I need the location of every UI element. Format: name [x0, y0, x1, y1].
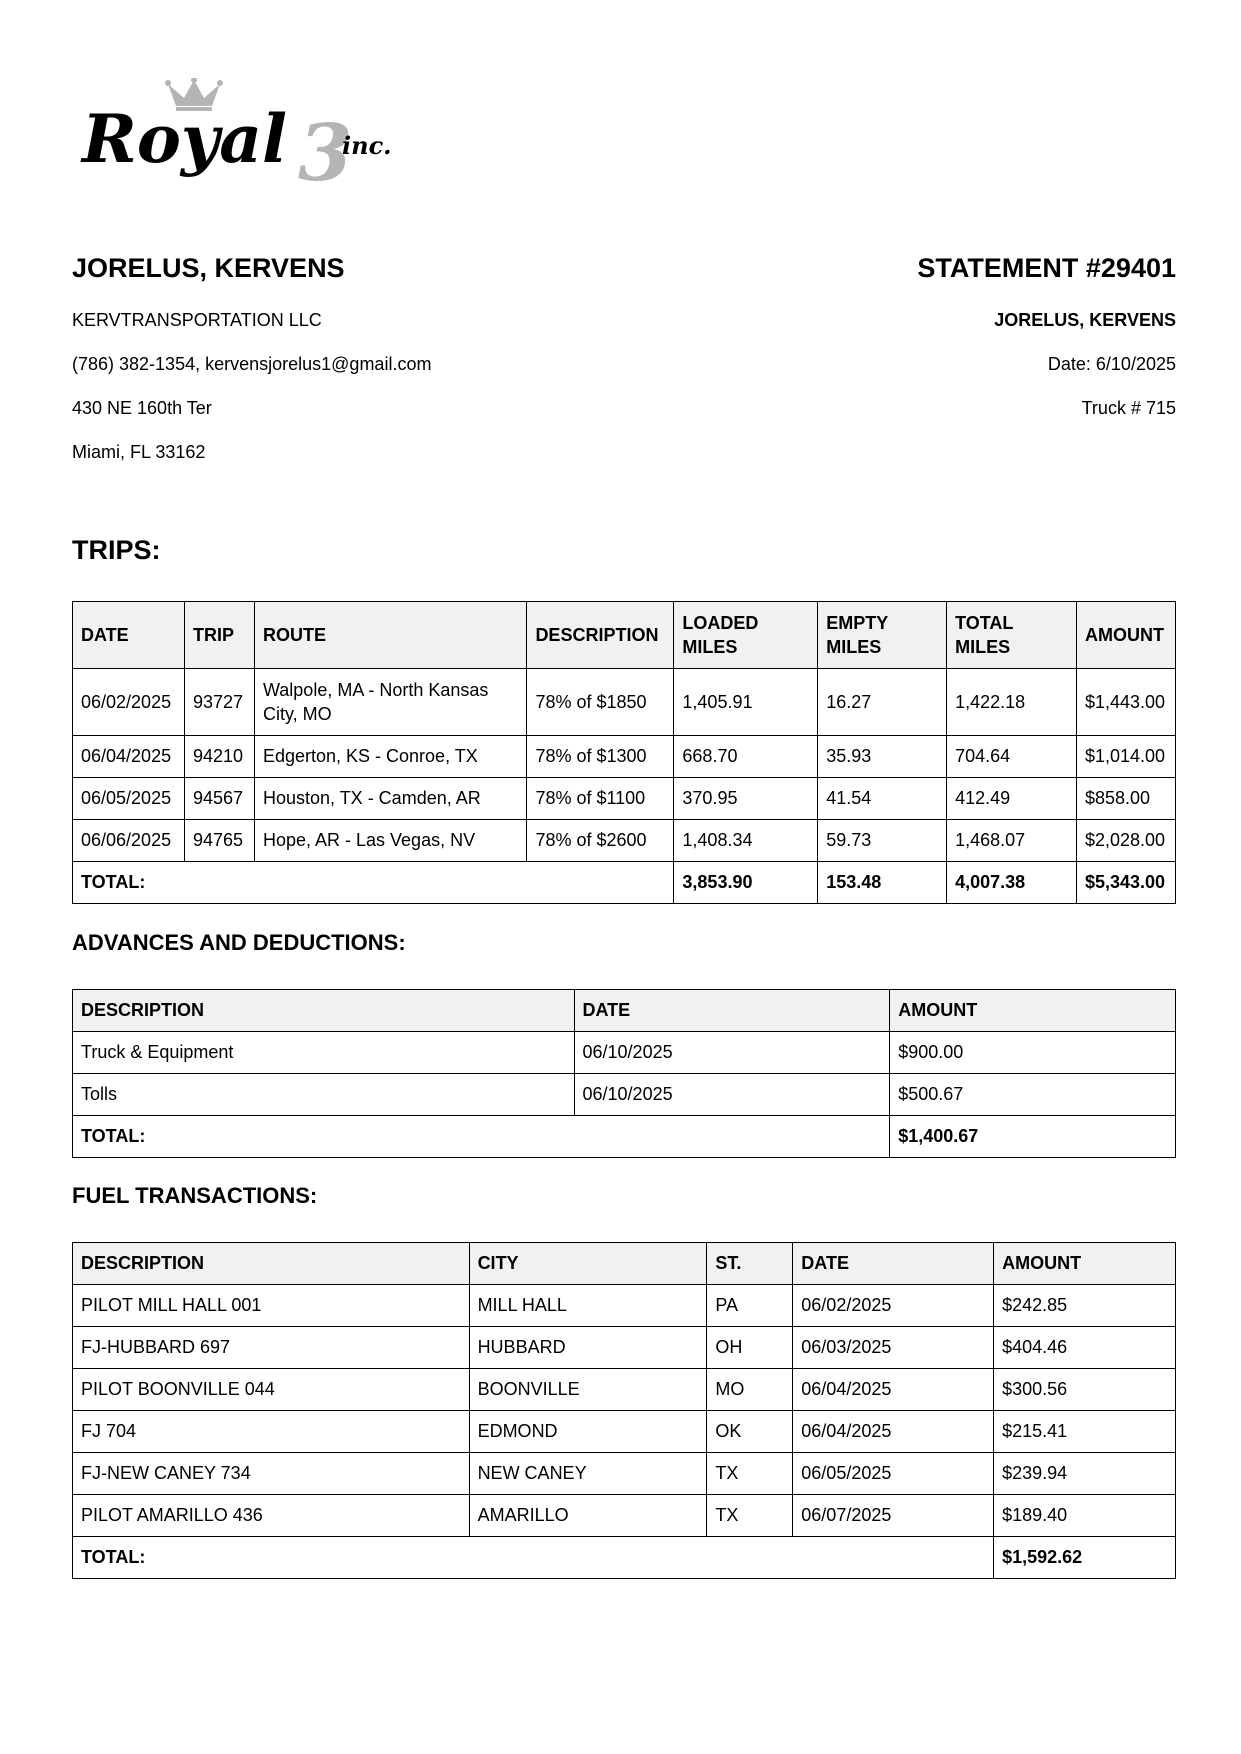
cell-description: FJ-NEW CANEY 734: [73, 1453, 470, 1495]
col-header-trip: TRIP: [184, 602, 254, 669]
table-total-row: [73, 1116, 1176, 1158]
cell-trip: 94567: [184, 778, 254, 820]
cell-amount: $858.00: [1076, 778, 1175, 820]
cell-loaded-miles: 668.70: [674, 736, 818, 778]
cell-date: 06/02/2025: [793, 1285, 994, 1327]
table-header-row: [73, 1243, 1176, 1285]
col-header-empty-miles: EMPTY MILES: [818, 602, 947, 669]
truck-number: Truck # 715: [1081, 398, 1176, 418]
trips-table: [72, 601, 1176, 904]
logo-suffix: inc.: [342, 131, 392, 160]
cell-description: Truck & Equipment: [73, 1032, 575, 1074]
cell-date: 06/05/2025: [793, 1453, 994, 1495]
driver-address-line1: 430 NE 160th Ter: [72, 398, 212, 418]
cell-description: FJ-HUBBARD 697: [73, 1327, 470, 1369]
table-row: [73, 1327, 1176, 1369]
cell-total-miles: 412.49: [947, 778, 1077, 820]
fuel-table: [72, 1242, 1176, 1579]
total-loaded-miles: 3,853.90: [674, 862, 818, 904]
col-header-total-miles: TOTAL MILES: [947, 602, 1077, 669]
cell-empty-miles: 16.27: [818, 669, 947, 736]
cell-city: NEW CANEY: [469, 1453, 707, 1495]
cell-empty-miles: 35.93: [818, 736, 947, 778]
col-header-amount: AMOUNT: [994, 1243, 1176, 1285]
cell-date: 06/04/2025: [793, 1411, 994, 1453]
table-row: [73, 1495, 1176, 1537]
cell-trip: 94765: [184, 820, 254, 862]
cell-amount: $189.40: [994, 1495, 1176, 1537]
total-amount: $1,400.67: [890, 1116, 1176, 1158]
total-label: TOTAL:: [73, 1116, 890, 1158]
cell-date: 06/06/2025: [73, 820, 185, 862]
cell-trip: 94210: [184, 736, 254, 778]
total-total-miles: 4,007.38: [947, 862, 1077, 904]
col-header-state: ST.: [707, 1243, 793, 1285]
total-amount: $1,592.62: [994, 1537, 1176, 1579]
col-header-loaded-miles: LOADED MILES: [674, 602, 818, 669]
table-row: [73, 1285, 1176, 1327]
logo-numeral: 3: [298, 108, 353, 193]
logo-wordmark: Royal: [82, 100, 288, 178]
cell-loaded-miles: 1,405.91: [674, 669, 818, 736]
total-label: TOTAL:: [73, 862, 674, 904]
cell-amount: $1,443.00: [1076, 669, 1175, 736]
cell-state: TX: [707, 1495, 793, 1537]
trips-heading: TRIPS:: [72, 535, 161, 565]
cell-city: EDMOND: [469, 1411, 707, 1453]
table-header-row: [73, 602, 1176, 669]
cell-amount: $500.67: [890, 1074, 1176, 1116]
cell-date: 06/07/2025: [793, 1495, 994, 1537]
cell-description: PILOT AMARILLO 436: [73, 1495, 470, 1537]
cell-amount: $404.46: [994, 1327, 1176, 1369]
col-header-description: DESCRIPTION: [73, 1243, 470, 1285]
cell-date: 06/05/2025: [73, 778, 185, 820]
col-header-city: CITY: [469, 1243, 707, 1285]
advances-heading: ADVANCES AND DEDUCTIONS:: [72, 930, 406, 955]
cell-date: 06/04/2025: [793, 1369, 994, 1411]
royal-3-inc-logo: [80, 78, 460, 193]
table-row: [73, 669, 1176, 736]
cell-amount: $239.94: [994, 1453, 1176, 1495]
table-row: [73, 1074, 1176, 1116]
cell-date: 06/04/2025: [73, 736, 185, 778]
table-row: [73, 736, 1176, 778]
cell-empty-miles: 59.73: [818, 820, 947, 862]
driver-info: [72, 250, 672, 462]
cell-city: HUBBARD: [469, 1327, 707, 1369]
driver-contact: (786) 382-1354, kervensjorelus1@gmail.com: [72, 354, 432, 374]
fuel-heading: FUEL TRANSACTIONS:: [72, 1183, 318, 1208]
table-row: [73, 820, 1176, 862]
cell-route: Walpole, MA - North Kansas City, MO: [254, 669, 526, 736]
col-header-description: DESCRIPTION: [527, 602, 674, 669]
statement-title: STATEMENT #29401: [917, 253, 1176, 283]
col-header-route: ROUTE: [254, 602, 526, 669]
col-header-amount: AMOUNT: [1076, 602, 1175, 669]
cell-date: 06/02/2025: [73, 669, 185, 736]
col-header-date: DATE: [574, 990, 890, 1032]
cell-state: OK: [707, 1411, 793, 1453]
cell-trip: 93727: [184, 669, 254, 736]
cell-amount: $300.56: [994, 1369, 1176, 1411]
total-amount: $5,343.00: [1076, 862, 1175, 904]
driver-name: JORELUS, KERVENS: [72, 253, 345, 283]
cell-amount: $215.41: [994, 1411, 1176, 1453]
table-row: [73, 1032, 1176, 1074]
cell-description: FJ 704: [73, 1411, 470, 1453]
cell-state: PA: [707, 1285, 793, 1327]
table-row: [73, 1369, 1176, 1411]
cell-description: 78% of $1850: [527, 669, 674, 736]
table-row: [73, 1411, 1176, 1453]
cell-route: Hope, AR - Las Vegas, NV: [254, 820, 526, 862]
cell-amount: $242.85: [994, 1285, 1176, 1327]
cell-city: BOONVILLE: [469, 1369, 707, 1411]
cell-description: PILOT MILL HALL 001: [73, 1285, 470, 1327]
total-empty-miles: 153.48: [818, 862, 947, 904]
statement-date: Date: 6/10/2025: [1047, 354, 1176, 374]
cell-description: 78% of $2600: [527, 820, 674, 862]
cell-amount: $900.00: [890, 1032, 1176, 1074]
table-total-row: [73, 862, 1176, 904]
driver-address-line2: Miami, FL 33162: [72, 442, 206, 462]
cell-route: Houston, TX - Camden, AR: [254, 778, 526, 820]
cell-state: TX: [707, 1453, 793, 1495]
cell-state: MO: [707, 1369, 793, 1411]
cell-description: Tolls: [73, 1074, 575, 1116]
table-row: [73, 1453, 1176, 1495]
cell-amount: $1,014.00: [1076, 736, 1175, 778]
cell-total-miles: 1,422.18: [947, 669, 1077, 736]
cell-total-miles: 1,468.07: [947, 820, 1077, 862]
cell-total-miles: 704.64: [947, 736, 1077, 778]
cell-empty-miles: 41.54: [818, 778, 947, 820]
cell-date: 06/10/2025: [574, 1032, 890, 1074]
cell-city: AMARILLO: [469, 1495, 707, 1537]
table-row: [73, 778, 1176, 820]
advances-table: [72, 989, 1176, 1158]
cell-date: 06/03/2025: [793, 1327, 994, 1369]
cell-loaded-miles: 1,408.34: [674, 820, 818, 862]
table-header-row: [73, 990, 1176, 1032]
driver-company: KERVTRANSPORTATION LLC: [72, 310, 322, 330]
cell-route: Edgerton, KS - Conroe, TX: [254, 736, 526, 778]
cell-date: 06/10/2025: [574, 1074, 890, 1116]
table-total-row: [73, 1537, 1176, 1579]
col-header-description: DESCRIPTION: [73, 990, 575, 1032]
statement-driver-name: JORELUS, KERVENS: [994, 310, 1176, 330]
col-header-date: DATE: [793, 1243, 994, 1285]
cell-loaded-miles: 370.95: [674, 778, 818, 820]
col-header-amount: AMOUNT: [890, 990, 1176, 1032]
cell-description: PILOT BOONVILLE 044: [73, 1369, 470, 1411]
cell-amount: $2,028.00: [1076, 820, 1175, 862]
cell-description: 78% of $1300: [527, 736, 674, 778]
cell-state: OH: [707, 1327, 793, 1369]
total-label: TOTAL:: [73, 1537, 994, 1579]
col-header-date: DATE: [73, 602, 185, 669]
statement-info: [676, 250, 1176, 418]
cell-description: 78% of $1100: [527, 778, 674, 820]
cell-city: MILL HALL: [469, 1285, 707, 1327]
